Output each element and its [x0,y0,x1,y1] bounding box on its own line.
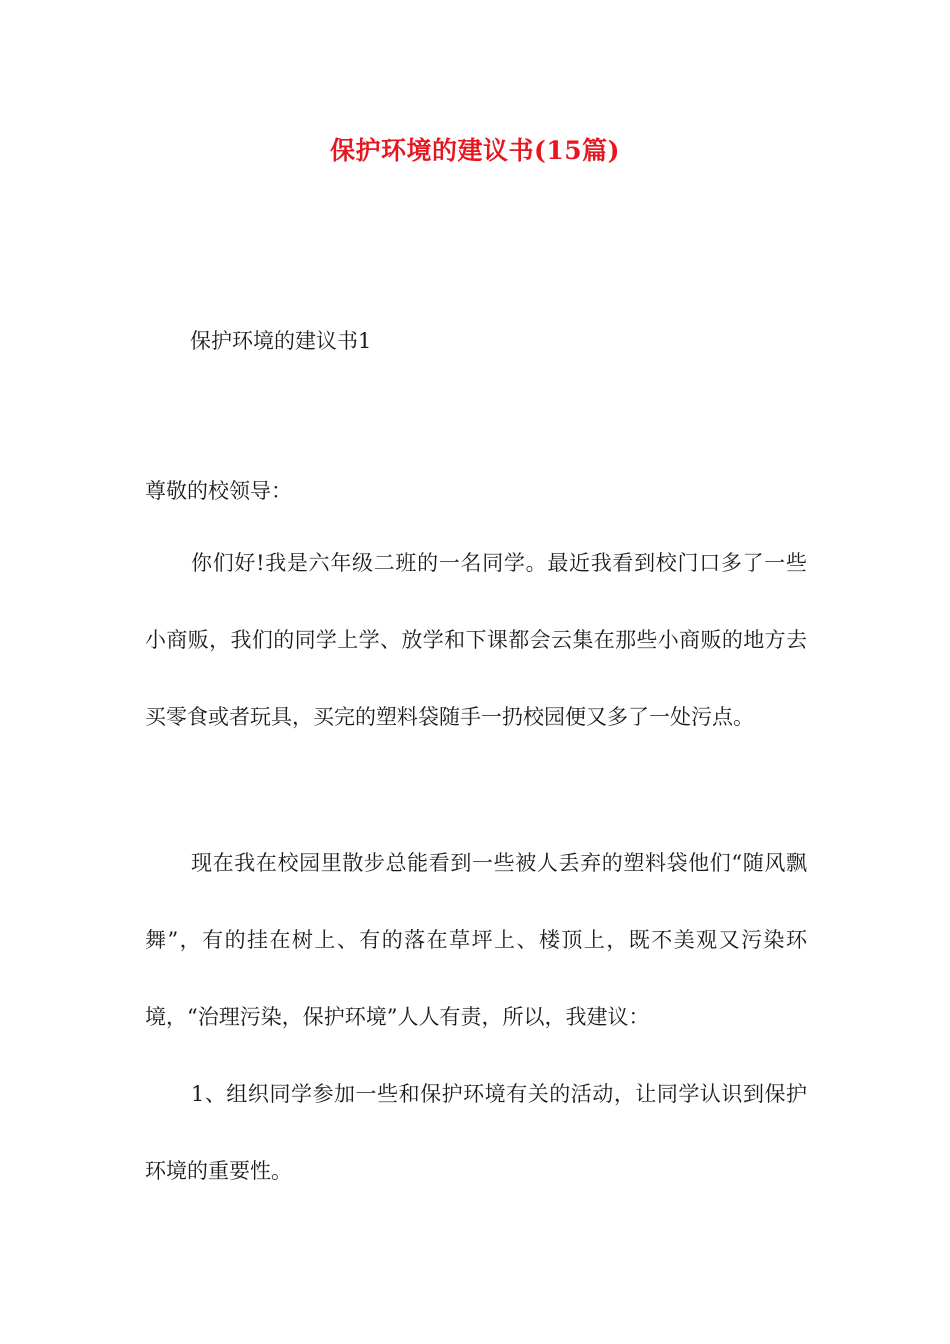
document-title: 保护环境的建议书(15篇) [330,136,620,165]
body-paragraph: 1、组织同学参加一些和保护环境有关的活动，让同学认识到保护环境的重要性。 [145,1082,807,1183]
body-paragraph: 现在我在校园里散步总能看到一些被人丢弃的塑料袋他们“随风飘舞”，有的挂在树上、有的落在草坪上、楼顶上，既不美观又污染环境，“治理污染，保护环境”人人有责，所以，我建议： [145,851,807,1029]
salutation: 尊敬的校领导： [145,479,292,503]
section-heading: 保护环境的建议书1 [190,329,372,353]
body-paragraph: 你们好!我是六年级二班的一名同学。最近我看到校门口多了一些小商贩，我们的同学上学、放学和下课都会云集在那些小商贩的地方去买零食或者玩具，买完的塑料袋随手一扔校园便又多了一处污点。 [145,551,807,729]
